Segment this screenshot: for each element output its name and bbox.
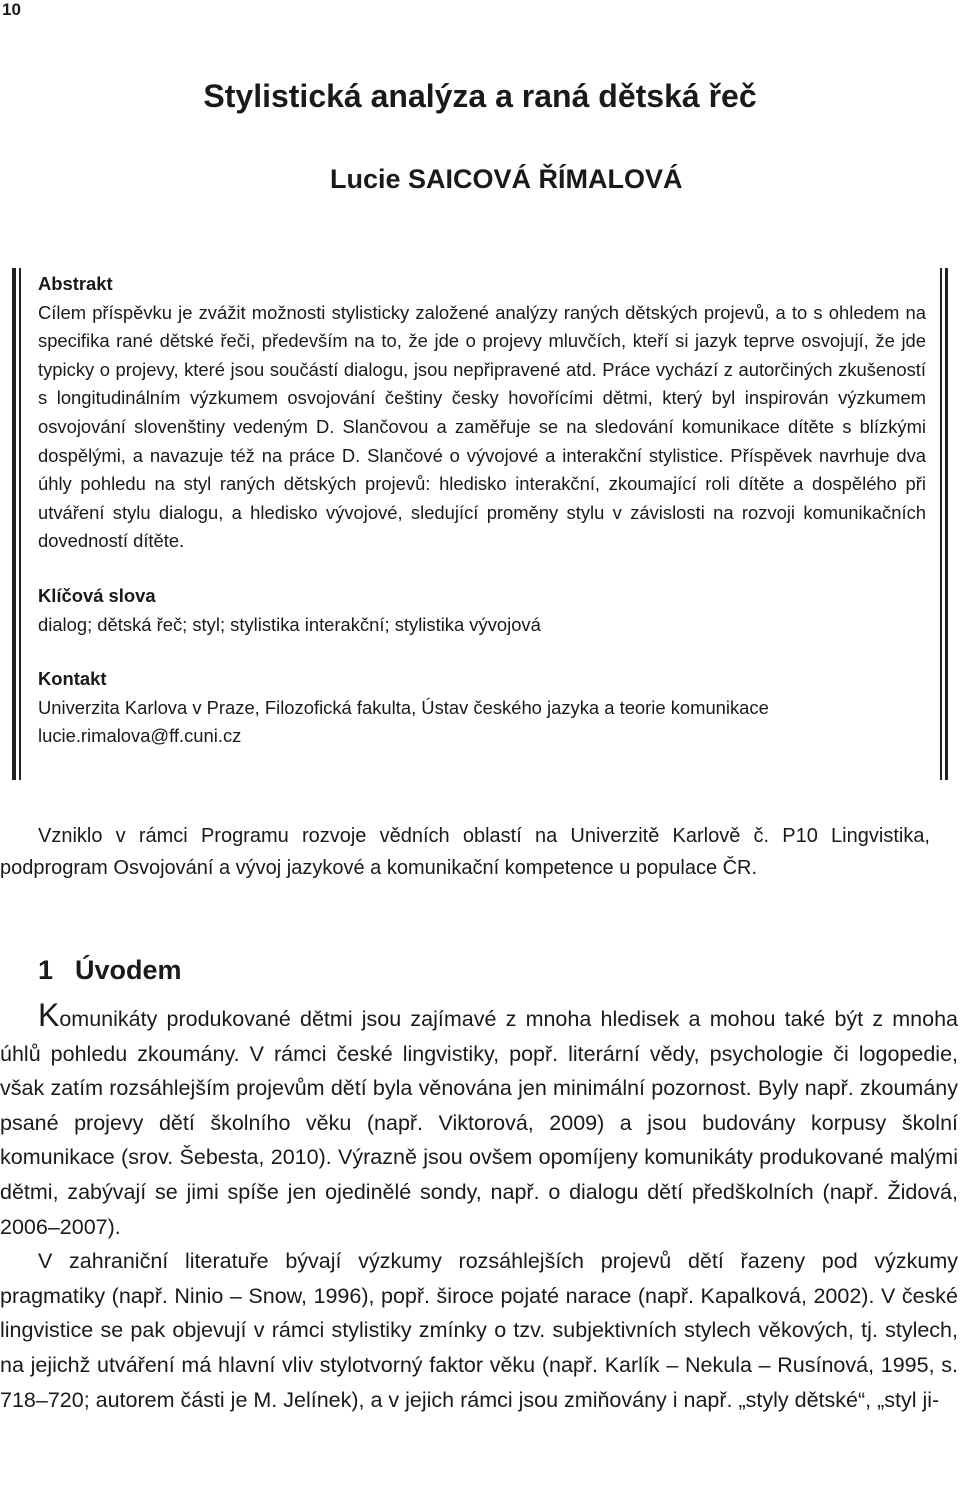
paragraph-2: V zahraniční literatuře bývají výzkumy rozsáhlejších projevů dětí řazeny pod výzkumy pragmatiky (např. Ninio – Snow, 1996), popř. široce pojaté narace (např. Kapalková, 2002). V české lingvistice se pak objevují v rámci stylistiky zmínky o tzv. subjektivních stylech věkových, tj. stylech, na jejichž utváření má hlavní vliv stylotvorný faktor věku (např. Karlík – Nekula – Rusínová, 1995, s. 718–720; autorem části je M. Jelínek), a v jejich rámci jsou zmiňovány i např. „styly dětské“, „styl ji- bbox=[0, 1249, 958, 1412]
paper-title-text: Stylistická analýza a raná dětská řeč bbox=[203, 78, 757, 114]
paragraph-1 bbox=[0, 997, 958, 1244]
contact-affiliation: Univerzita Karlova v Praze, Filozofická fakulta, Ústav českého jazyka a teorie komunikace bbox=[38, 696, 769, 718]
section-heading bbox=[38, 955, 182, 986]
abstract-heading: Abstrakt bbox=[38, 273, 113, 294]
contact-heading: Kontakt bbox=[38, 668, 107, 690]
funding-text: Vzniklo v rámci Programu rozvoje vědních oblastí na Univerzitě Karlově č. P10 Lingvistika, podprogram Osvojování a vývoj jazykové a komunikační kompetence u populace ČR. bbox=[0, 825, 930, 879]
paper-title bbox=[0, 78, 960, 115]
contact-email[interactable]: lucie.rimalova@ff.cuni.cz bbox=[38, 725, 242, 747]
keywords-text: dialog; dětská řeč; styl; stylistika interakční; stylistika vývojová bbox=[38, 613, 541, 635]
section-number: 1 bbox=[38, 955, 54, 985]
abstract-border-right bbox=[940, 268, 948, 780]
abstract-border-left bbox=[12, 268, 16, 780]
page-number: 10 bbox=[2, 0, 21, 19]
funding-note bbox=[0, 820, 930, 884]
section-title: Úvodem bbox=[75, 955, 182, 985]
abstract-box bbox=[38, 270, 926, 751]
body-text bbox=[0, 997, 958, 1417]
author-name: Lucie SAICOVÁ ŘÍMALOVÁ bbox=[330, 164, 683, 194]
abstract-text: Cílem příspěvku je zvážit možnosti stylisticky založené analýzy raných dětských projevů, a to s ohledem na specifika rané dětské řeči, především na to, že jde o projevy mluvčích, kteří si jazyk teprve osvojují, že jde typicky o projevy, které jsou součástí dialogu, jsou nepřipravené atd. Práce vychází z autorčiných zkušeností s longitudinálním výzkumem osvojování češtiny česky hovořícími dětmi, který byl inspirován výzkumem osvojování slovenštiny vedeným D. Slančovou a zaměřuje se na sledování komunikace dítěte s blízkými dospělými, a navazuje též na práce D. Slančové o vývojové a interakční stylistice. Příspěvek navrhuje dva úhly pohledu na styl raných dětských projevů: hledisko interakční, zkoumající roli dítěte a dospělého při utváření stylu dialogu, a hledisko vývojové, sledující proměny stylu v závislosti na rozvoji komunikačních dovedností dítěte. bbox=[38, 301, 926, 552]
keywords-heading: Klíčová slova bbox=[38, 584, 156, 606]
paragraph-1-text: omunikáty produkované dětmi jsou zajímavé z mnoha hledisek a mohou také být z mnoha úhlů pohledu zkoumány. V rámci české lingvistiky, popř. literární vědy, psychologie či logopedie, však zatím rozsáhlejším projevům dětí byla věnována jen minimální pozornost. Byly např. zkoumány psané projevy dětí školního věku (např. Viktorová, 2009) a jsou budovány korpusy školní komunikace (srov. Šebesta, 2010). Výrazně jsou ovšem opomíjeny komunikáty produkované malými dětmi, zabývají se jimi spíše jen ojedinělé sondy, např. o dialogu dětí předškolních (např. Židová, 2006–2007). bbox=[0, 1007, 958, 1239]
drop-cap: K bbox=[38, 997, 60, 1033]
